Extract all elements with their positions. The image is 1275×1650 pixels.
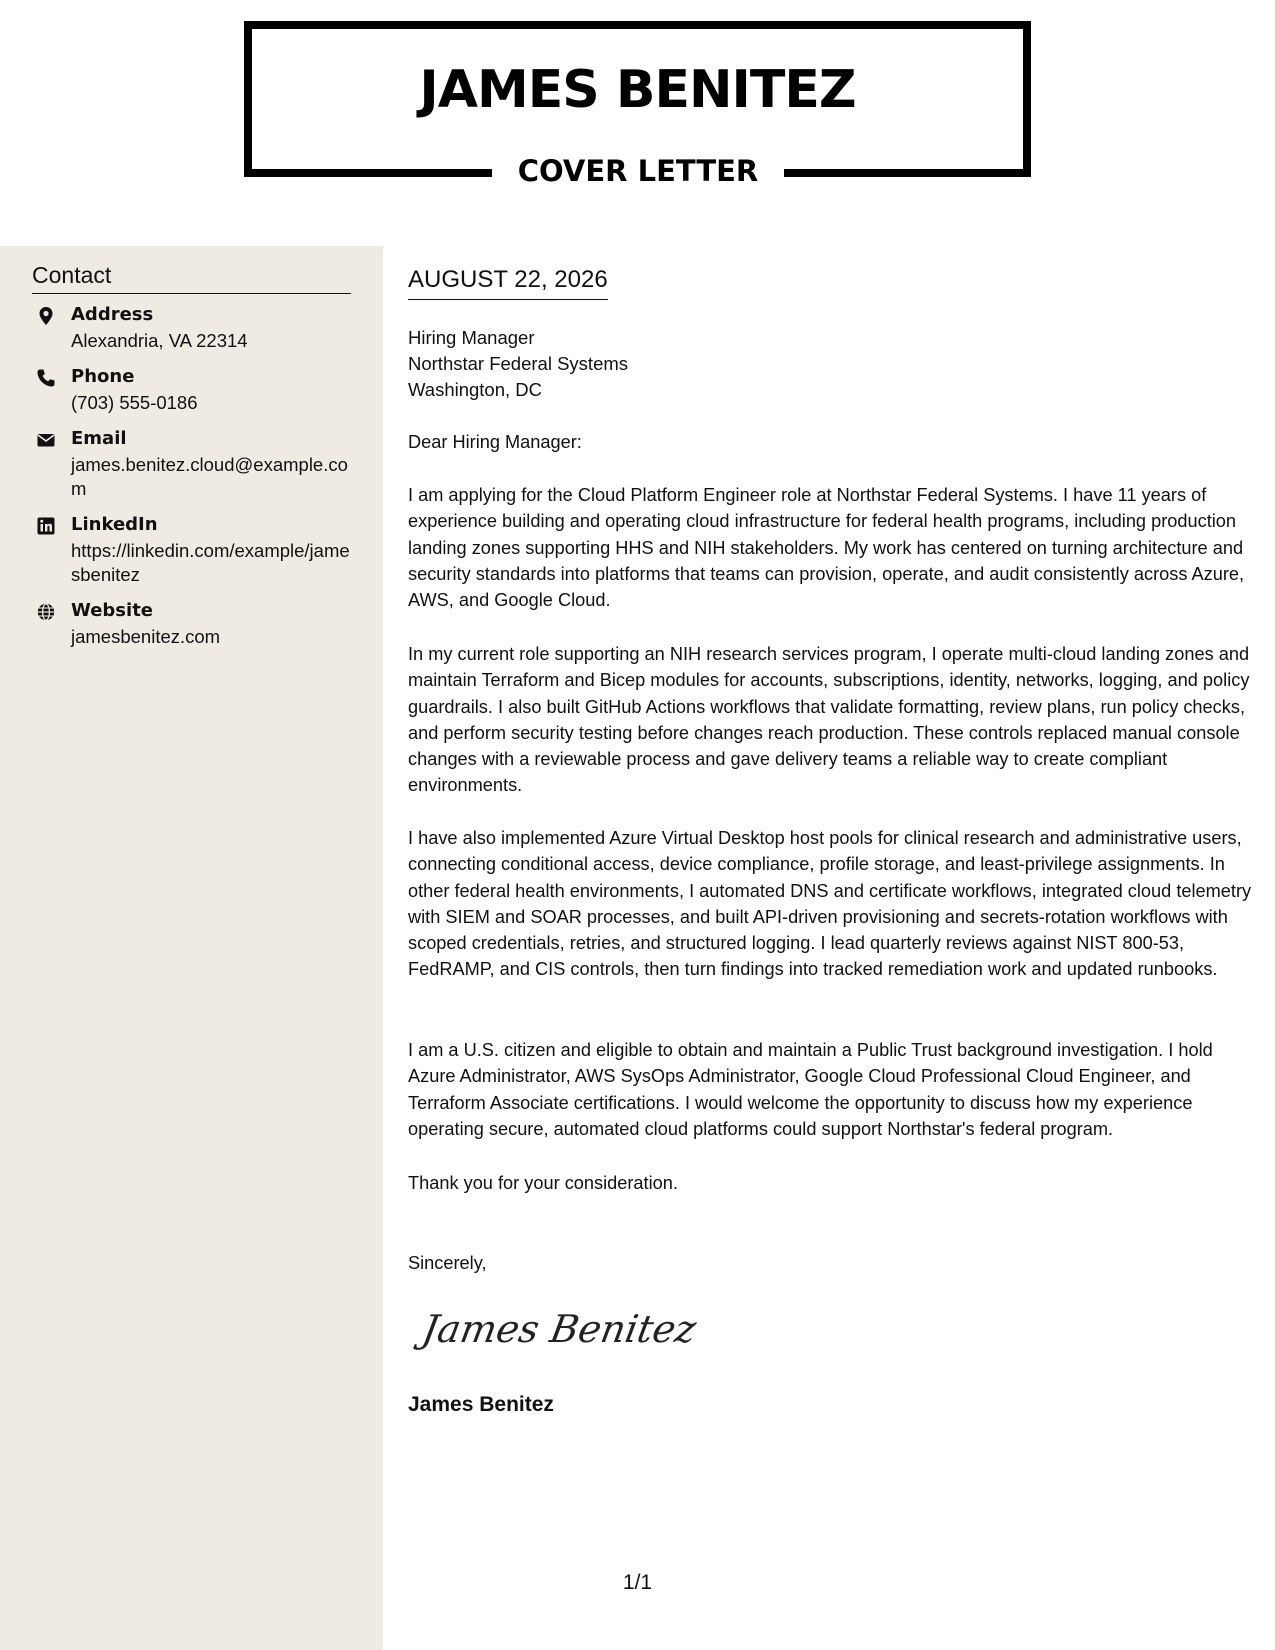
- body-paragraph: In my current role supporting an NIH research services program, I operate multi-cloud landing zones and maintain Terraform and Bicep modules for accounts, subscriptions, identity, networks, logging, and policy guardrails. I also built GitHub Actions workflows that validate formatting, review plans, run policy checks, and perform security testing before changes reach production. These controls replaced manual console changes with a reviewable process and gave delivery teams a reliable way to create compliant environments.: [408, 644, 1250, 796]
- contact-value: https://linkedin.com/example/jamesbenitez: [71, 540, 350, 585]
- applicant-name: JAMES BENITEZ: [419, 60, 856, 120]
- contact-label: Address: [71, 304, 154, 325]
- salutation: Dear Hiring Manager:: [408, 432, 582, 452]
- contact-value: james.benitez.cloud@example.com: [71, 454, 348, 499]
- closing-line: Sincerely,: [408, 1253, 487, 1273]
- recipient-line: Northstar Federal Systems: [408, 353, 629, 374]
- globe-icon: [36, 602, 56, 622]
- phone-icon: [36, 368, 56, 388]
- recipient-block: [408, 325, 628, 403]
- map-pin-icon: [36, 306, 56, 326]
- contact-label: Phone: [71, 366, 135, 387]
- recipient-line: Washington, DC: [408, 379, 543, 400]
- signature-text: James Benitez: [418, 1307, 700, 1352]
- linkedin-icon: [36, 516, 56, 536]
- body-paragraph: I have also implemented Azure Virtual Desktop host pools for clinical research and administrative users, connecting conditional access, device compliance, profile storage, and least-privilege assignments. In other federal health environments, I automated DNS and certificate workflows, integrated cloud telemetry with SIEM and SOAR processes, and built API-driven provisioning and secrets-rotation workflows with scoped credentials, retries, and structured logging. I lead quarterly reviews against NIST 800-53, FedRAMP, and CIS controls, then turn findings into tracked remediation work and updated runbooks.: [408, 828, 1252, 980]
- signature-image: [418, 1300, 700, 1360]
- thanks-line: Thank you for your consideration.: [408, 1173, 678, 1193]
- contact-value: (703) 555-0186: [71, 392, 198, 413]
- envelope-icon: [36, 430, 56, 450]
- letter-date: AUGUST 22, 2026: [408, 266, 608, 300]
- contact-label: Website: [71, 600, 154, 621]
- document-type-title: COVER LETTER: [517, 154, 759, 188]
- page-number: 1/1: [622, 1571, 653, 1594]
- header-frame-rule-right: [784, 169, 1031, 177]
- contact-label: LinkedIn: [71, 514, 158, 535]
- header-frame-rule-left: [244, 169, 492, 177]
- contact-value: Alexandria, VA 22314: [71, 330, 248, 351]
- body-paragraph: I am applying for the Cloud Platform Engineer role at Northstar Federal Systems. I have 11 years of experience building and operating cloud infrastructure for federal health programs, including production landing zones supporting HHS and NIH stakeholders. My work has centered on turning architecture and security standards into platforms that teams can provision, operate, and audit consistently across Azure, AWS, and Google Cloud.: [408, 485, 1245, 611]
- signer-name: James Benitez: [408, 1393, 554, 1416]
- contact-label: Email: [71, 428, 127, 449]
- contact-value: jamesbenitez.com: [71, 626, 221, 647]
- recipient-line: Hiring Manager: [408, 327, 535, 348]
- contact-heading: Contact: [32, 262, 351, 294]
- body-paragraph: I am a U.S. citizen and eligible to obtain and maintain a Public Trust background investigation. I hold Azure Administrator, AWS SysOps Administrator, Google Cloud Professional Cloud Engineer, and Terraform Associate certifications. I would welcome the opportunity to discuss how my experience operating secure, automated cloud platforms could support Northstar's federal program.: [408, 1040, 1213, 1139]
